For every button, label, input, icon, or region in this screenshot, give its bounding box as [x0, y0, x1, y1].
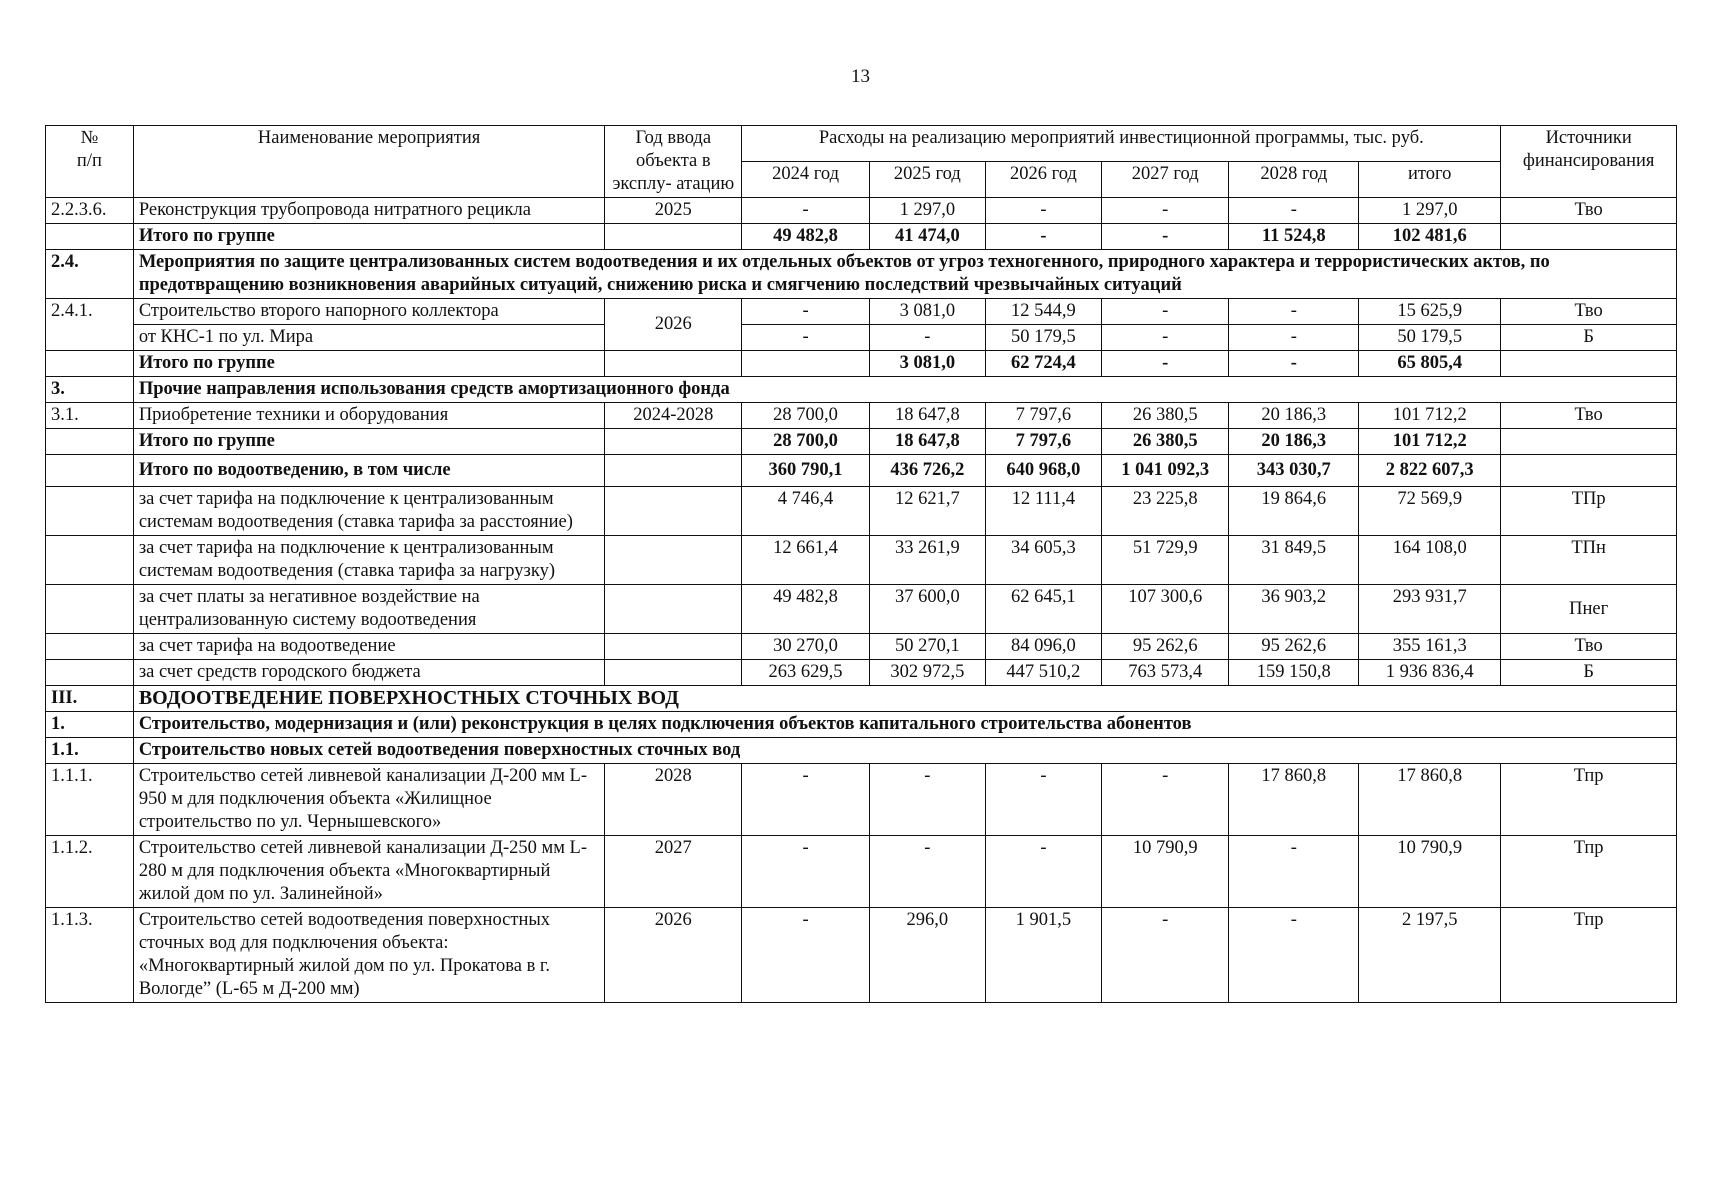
cell-2024: 263 629,5 [742, 660, 870, 686]
row-name: за счет тарифа на водоотведение [133, 634, 605, 660]
cell-source: Тво [1501, 634, 1677, 660]
cell-2027: 23 225,8 [1101, 487, 1229, 536]
row-number: 1. [46, 712, 134, 738]
cell-total: 164 108,0 [1359, 536, 1501, 585]
cell-2028: - [1229, 836, 1359, 908]
funding-row [46, 634, 1677, 660]
row-name: Строительство второго напорного коллектора [133, 299, 605, 325]
cell-2028: - [1229, 299, 1359, 325]
cell-2027: - [1101, 325, 1229, 351]
header-row [46, 126, 1677, 162]
cell-2027: - [1101, 908, 1229, 1003]
cell-2024: - [742, 198, 870, 224]
row-name: за счет платы за негативное воздействие на централизованную систему водоотведения [133, 585, 605, 634]
cell-2027: 95 262,6 [1101, 634, 1229, 660]
row-year: 2025 [605, 198, 742, 224]
cell-2025: 37 600,0 [869, 585, 985, 634]
cell-2027: - [1101, 299, 1229, 325]
row-name: Итого по группе [133, 429, 605, 455]
cell-2025: 50 270,1 [869, 634, 985, 660]
cell-total: 102 481,6 [1359, 224, 1501, 250]
cell-2028: - [1229, 198, 1359, 224]
row-name: Итого по группе [133, 351, 605, 377]
cell-2026: 50 179,5 [985, 325, 1101, 351]
row-name: Строительство сетей ливневой канализации Д-200 мм L-950 м для подключения объекта «Жилищное строительство по ул. Чернышевского» [133, 764, 605, 836]
cell-2024: - [742, 908, 870, 1003]
row-name: Итого по группе [133, 224, 605, 250]
cell-source: Тво [1501, 198, 1677, 224]
page-number: 13 [851, 66, 870, 87]
row-name: Строительство сетей водоотведения поверхностных сточных вод для подключения объекта: «Многоквартирный жилой дом по ул. Прокатова в г. Вологде” (L-65 м Д-200 мм) [133, 908, 605, 1003]
header-year: Год ввода объекта в эксплу- атацию [605, 126, 742, 198]
row-number: 3. [46, 377, 134, 403]
cell-2025: 302 972,5 [869, 660, 985, 686]
header-num: № п/п [46, 126, 134, 198]
cell-2027: - [1101, 351, 1229, 377]
cell-2028: 343 030,7 [1229, 455, 1359, 487]
cell-2028: 95 262,6 [1229, 634, 1359, 660]
table-row [46, 836, 1677, 908]
row-number: 1.1.2. [46, 836, 134, 908]
cell-2024: 12 661,4 [742, 536, 870, 585]
cell-2026: - [985, 836, 1101, 908]
section-title: Мероприятия по защите централизованных систем водоотведения и их отдельных объектов от угроз техногенного, природного характера и террористических актов, по предотвращению возникновения аварийных ситуаций, снижению риска и смягчению последствий чрезвычайных ситуаций [133, 250, 1676, 299]
group-total-row [46, 351, 1677, 377]
cell-source: Тво [1501, 299, 1677, 325]
cell-source: Тпр [1501, 908, 1677, 1003]
header-year-2027: 2027 год [1101, 162, 1229, 198]
row-number: 1.1.1. [46, 764, 134, 836]
cell-total: 355 161,3 [1359, 634, 1501, 660]
row-number: III. [46, 686, 134, 712]
row-name: за счет тарифа на подключение к централизованным системам водоотведения (ставка тарифа за расстояние) [133, 487, 605, 536]
row-name: Реконструкция трубопровода нитратного рецикла [133, 198, 605, 224]
cell-2024: - [742, 325, 870, 351]
cell-2028: 20 186,3 [1229, 429, 1359, 455]
cell-total: 2 197,5 [1359, 908, 1501, 1003]
section-title: Строительство новых сетей водоотведения поверхностных сточных вод [133, 738, 1676, 764]
cell-2026: 7 797,6 [985, 429, 1101, 455]
cell-2025: - [869, 836, 985, 908]
cell-2025: 41 474,0 [869, 224, 985, 250]
cell-2027: 26 380,5 [1101, 429, 1229, 455]
cell-2025: 18 647,8 [869, 429, 985, 455]
cell-2028: - [1229, 325, 1359, 351]
funding-row [46, 585, 1677, 634]
cell-2024: 28 700,0 [742, 403, 870, 429]
header-year-2024: 2024 год [742, 162, 870, 198]
cell-source: Тпр [1501, 764, 1677, 836]
cell-source: ТПр [1501, 487, 1677, 536]
row-number: 1.1.3. [46, 908, 134, 1003]
section-row [46, 712, 1677, 738]
table-row [46, 198, 1677, 224]
cell-2026: 62 724,4 [985, 351, 1101, 377]
cell-2027: - [1101, 764, 1229, 836]
cell-total: 65 805,4 [1359, 351, 1501, 377]
row-year: 2026 [605, 908, 742, 1003]
cell-2025: - [869, 325, 985, 351]
cell-2025: 18 647,8 [869, 403, 985, 429]
row-number: 3.1. [46, 403, 134, 429]
grand-total-row [46, 455, 1677, 487]
cell-2026: - [985, 198, 1101, 224]
cell-2027: 107 300,6 [1101, 585, 1229, 634]
cell-2024: 30 270,0 [742, 634, 870, 660]
row-year: 2027 [605, 836, 742, 908]
cell-source: Тво [1501, 403, 1677, 429]
cell-2028: 19 864,6 [1229, 487, 1359, 536]
cell-2027: 26 380,5 [1101, 403, 1229, 429]
cell-2024: - [742, 299, 870, 325]
row-year: 2028 [605, 764, 742, 836]
cell-2024: 49 482,8 [742, 585, 870, 634]
cell-2026: 447 510,2 [985, 660, 1101, 686]
cell-total: 101 712,2 [1359, 429, 1501, 455]
row-number: 2.2.3.6. [46, 198, 134, 224]
section-row [46, 686, 1677, 712]
cell-2027: 1 041 092,3 [1101, 455, 1229, 487]
table-row [46, 908, 1677, 1003]
cell-total: 101 712,2 [1359, 403, 1501, 429]
cell-2027: - [1101, 198, 1229, 224]
cell-2028: - [1229, 351, 1359, 377]
header-year-2028: 2028 год [1229, 162, 1359, 198]
cell-2025: 12 621,7 [869, 487, 985, 536]
cell-2026: 12 111,4 [985, 487, 1101, 536]
row-year: 2024-2028 [605, 403, 742, 429]
section-row [46, 377, 1677, 403]
cell-source: Тпр [1501, 836, 1677, 908]
cell-2028: 20 186,3 [1229, 403, 1359, 429]
cell-2024: - [742, 764, 870, 836]
header-name: Наименование мероприятия [133, 126, 605, 198]
cell-source: Б [1501, 325, 1677, 351]
cell-2025: 436 726,2 [869, 455, 985, 487]
header-year-2026: 2026 год [985, 162, 1101, 198]
cell-source: Б [1501, 660, 1677, 686]
cell-2026: 640 968,0 [985, 455, 1101, 487]
cell-2026: 34 605,3 [985, 536, 1101, 585]
cell-total: 17 860,8 [1359, 764, 1501, 836]
funding-row [46, 487, 1677, 536]
cell-total: 72 569,9 [1359, 487, 1501, 536]
row-name: от КНС-1 по ул. Мира [133, 325, 605, 351]
table-row [46, 325, 1677, 351]
cell-total: 10 790,9 [1359, 836, 1501, 908]
row-name: Строительство сетей ливневой канализации Д-250 мм L-280 м для подключения объекта «Многоквартирный жилой дом по ул. Залинейной» [133, 836, 605, 908]
cell-2027: 51 729,9 [1101, 536, 1229, 585]
row-number: 2.4.1. [46, 299, 134, 351]
cell-2025: 296,0 [869, 908, 985, 1003]
cell-2028: - [1229, 908, 1359, 1003]
section-title: ВОДООТВЕДЕНИЕ ПОВЕРХНОСТНЫХ СТОЧНЫХ ВОД [133, 686, 1676, 712]
cell-2024: 4 746,4 [742, 487, 870, 536]
table-row [46, 764, 1677, 836]
cell-total: 293 931,7 [1359, 585, 1501, 634]
cell-2025: 3 081,0 [869, 351, 985, 377]
funding-row [46, 660, 1677, 686]
cell-2027: 10 790,9 [1101, 836, 1229, 908]
cell-2028: 159 150,8 [1229, 660, 1359, 686]
section-title: Строительство, модернизация и (или) реконструкция в целях подключения объектов капитального строительства абонентов [133, 712, 1676, 738]
cell-2028: 11 524,8 [1229, 224, 1359, 250]
investment-program-table [45, 125, 1677, 1003]
cell-2025: - [869, 764, 985, 836]
cell-total: 50 179,5 [1359, 325, 1501, 351]
row-year: 2026 [605, 299, 742, 351]
section-row [46, 250, 1677, 299]
cell-total: 1 297,0 [1359, 198, 1501, 224]
cell-2027: - [1101, 224, 1229, 250]
group-total-row [46, 429, 1677, 455]
cell-2027: 763 573,4 [1101, 660, 1229, 686]
cell-2026: - [985, 764, 1101, 836]
cell-2026: 7 797,6 [985, 403, 1101, 429]
cell-total: 2 822 607,3 [1359, 455, 1501, 487]
header-year-2025: 2025 год [869, 162, 985, 198]
row-name: за счет тарифа на подключение к централизованным системам водоотведения (ставка тарифа за нагрузку) [133, 536, 605, 585]
cell-2025: 3 081,0 [869, 299, 985, 325]
cell-2028: 36 903,2 [1229, 585, 1359, 634]
cell-2028: 17 860,8 [1229, 764, 1359, 836]
cell-2026: 84 096,0 [985, 634, 1101, 660]
cell-2024: - [742, 836, 870, 908]
funding-row [46, 536, 1677, 585]
cell-2024: 28 700,0 [742, 429, 870, 455]
table-row [46, 299, 1677, 325]
cell-source: ТПн [1501, 536, 1677, 585]
row-name: Итого по водоотведению, в том числе [133, 455, 605, 487]
cell-2026: 62 645,1 [985, 585, 1101, 634]
cell-2024: 49 482,8 [742, 224, 870, 250]
row-name: за счет средств городского бюджета [133, 660, 605, 686]
cell-2024 [742, 351, 870, 377]
row-number: 2.4. [46, 250, 134, 299]
section-row [46, 738, 1677, 764]
row-number: 1.1. [46, 738, 134, 764]
header-expenses: Расходы на реализацию мероприятий инвестиционной программы, тыс. руб. [742, 126, 1501, 162]
cell-source: Пнег [1501, 585, 1677, 634]
header-sources: Источники финансирования [1501, 126, 1677, 198]
cell-2024: 360 790,1 [742, 455, 870, 487]
section-title: Прочие направления использования средств амортизационного фонда [133, 377, 1676, 403]
table-row [46, 403, 1677, 429]
cell-2028: 31 849,5 [1229, 536, 1359, 585]
cell-2025: 33 261,9 [869, 536, 985, 585]
header-total: итого [1359, 162, 1501, 198]
cell-2026: 1 901,5 [985, 908, 1101, 1003]
cell-total: 1 936 836,4 [1359, 660, 1501, 686]
group-total-row [46, 224, 1677, 250]
cell-total: 15 625,9 [1359, 299, 1501, 325]
cell-2026: - [985, 224, 1101, 250]
cell-2026: 12 544,9 [985, 299, 1101, 325]
row-name: Приобретение техники и оборудования [133, 403, 605, 429]
cell-2025: 1 297,0 [869, 198, 985, 224]
